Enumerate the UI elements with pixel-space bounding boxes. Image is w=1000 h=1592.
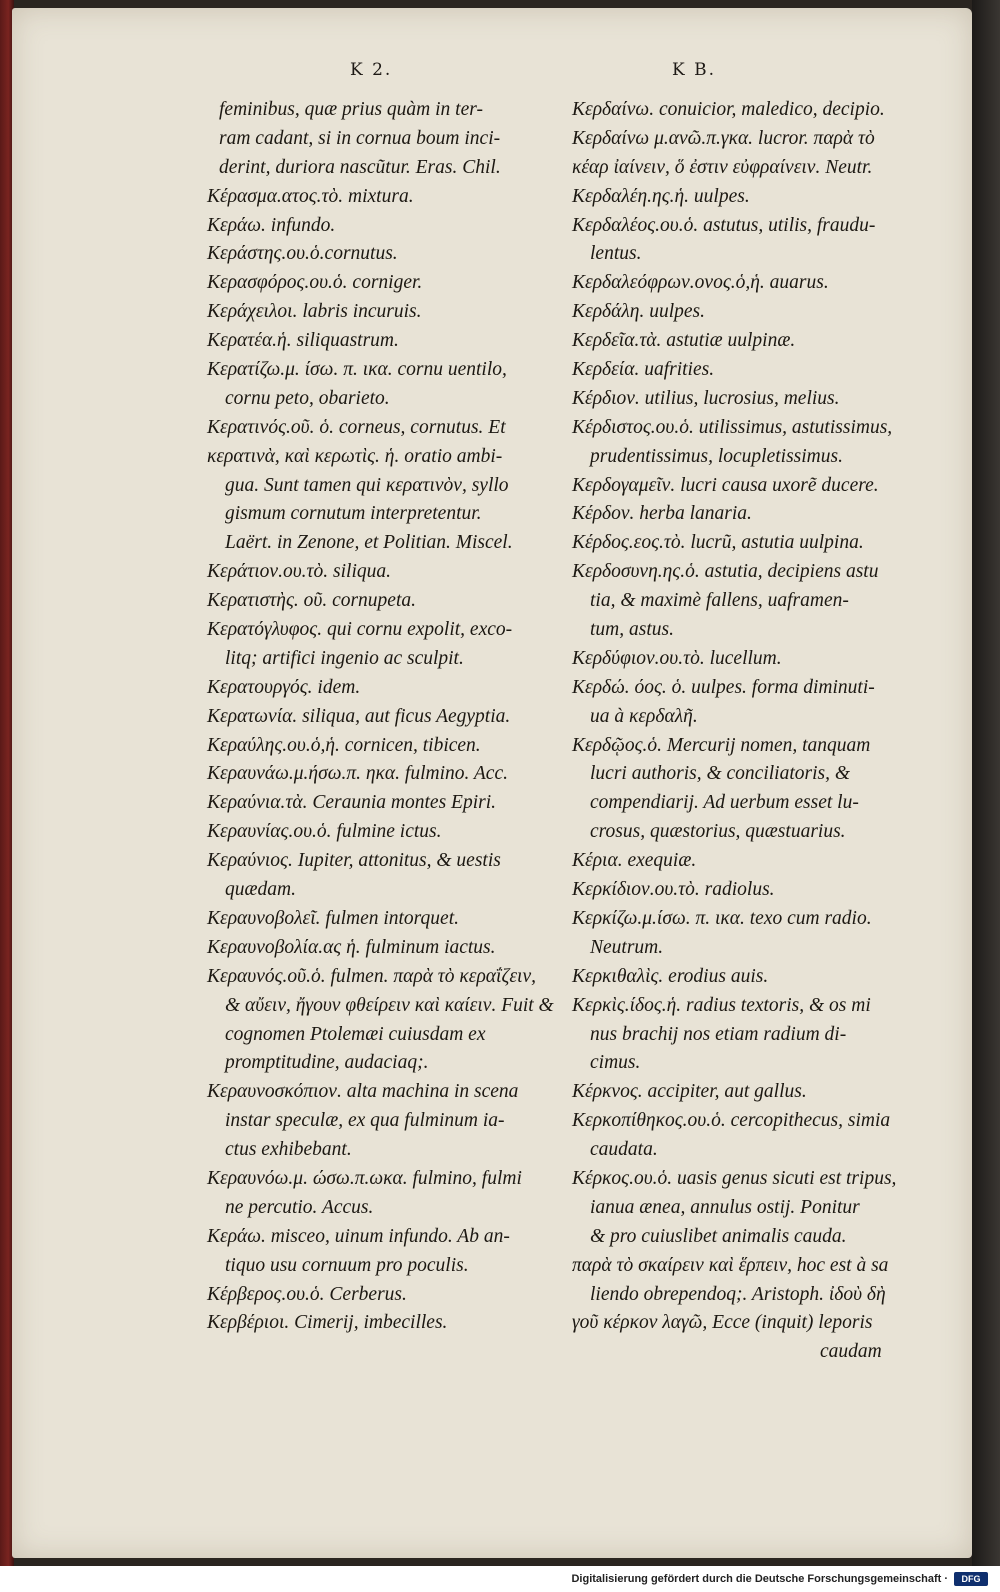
text-line: compendiarij. Ad uerbum esset lu- (590, 792, 859, 814)
text-line: Κεράτιον.ου.τὸ. siliqua. (207, 561, 391, 583)
text-line: Κέρκνος. accipiter, aut gallus. (572, 1081, 807, 1103)
text-line: cognomen Ptolemæi cuiusdam ex (225, 1023, 486, 1045)
text-line: Κερατουργός. idem. (207, 676, 361, 698)
text-line: Κεραύνιος. Iupiter, attonitus, & uestis (207, 850, 501, 872)
text-line: cimus. (590, 1052, 641, 1074)
text-line: quædam. (225, 879, 296, 901)
text-line: lucri authoris, & conciliatoris, & (590, 763, 851, 785)
text-line: lentus. (590, 243, 642, 265)
text-line: Κεραύνια.τὰ. Ceraunia montes Epiri. (207, 792, 497, 814)
text-line: Κεράχειλοι. labris incuruis. (207, 301, 422, 323)
footer-bar (0, 1566, 1000, 1592)
text-line: Κερδογαμεῖν. lucri causa uxorẽ ducere. (572, 474, 879, 496)
text-line: liendo obrependoq;. Aristoph. ἰδοὺ δὴ (590, 1283, 886, 1305)
text-line: Κερατίζω.μ. ίσω. π. ικα. cornu uentilo, (207, 359, 507, 381)
text-line: ne percutio. Accus. (225, 1196, 374, 1218)
text-line: caudata. (590, 1139, 658, 1161)
right-column (572, 96, 912, 1367)
page-header-right: K B. (672, 60, 717, 80)
text-line: Κερδοσυνη.ης.ὁ. astutia, decipiens astu (572, 561, 879, 583)
text-line: gua. Sunt tamen qui κερατινὸν, syllo (225, 474, 509, 496)
text-line: ianua ænea, annulus ostij. Ponitur (590, 1196, 860, 1218)
text-line: Κέρασμα.ατος.τὸ. mixtura. (207, 185, 414, 207)
footer-credit: Digitalisierung gefördert durch die Deutsche Forschungsgemeinschaft · (571, 1573, 948, 1585)
text-line: ram cadant, si in cornua boum inci- (219, 127, 501, 149)
text-line: Κερατόγλυφος. qui cornu expolit, exco- (207, 619, 513, 641)
text-line: Κέρδιον. utilius, lucrosius, melius. (572, 387, 840, 409)
text-line: Κεραυνός.οῦ.ὁ. fulmen. παρὰ τὸ κεραΐζειν, (207, 965, 536, 987)
text-line: Κερδαλέος.ου.ὁ. astutus, utilis, fraudu- (572, 214, 876, 236)
left-column (207, 96, 557, 1338)
text-line: Κερασφόρος.ου.ὁ. corniger. (207, 272, 423, 294)
text-line: Κέρδον. herba lanaria. (572, 503, 752, 525)
text-line: gismum cornutum interpretentur. (225, 503, 482, 525)
text-line: instar speculæ, ex qua fulminum ia- (225, 1110, 505, 1132)
text-line: tia, & maximè fallens, uaframen- (590, 590, 849, 612)
text-line: Κεραύλης.ου.ὁ,ἡ. cornicen, tibicen. (207, 734, 481, 756)
text-line: Κερδῷος.ὁ. Mercurij nomen, tanquam (572, 734, 871, 756)
page-edge (972, 0, 1000, 1566)
text-line: Κερκιθαλὶς. erodius auis. (572, 965, 769, 987)
text-line: Κέρκος.ου.ὁ. uasis genus sicuti est tripus, (572, 1167, 897, 1189)
text-line: Neutrum. (590, 936, 664, 958)
page-header-left: K 2. (350, 60, 393, 80)
text-line: Κερδαίνω. conuicior, maledico, decipio. (572, 99, 885, 120)
text-line: cornu peto, obarieto. (225, 387, 390, 409)
text-line: Κερδαλέη.ης.ἡ. uulpes. (572, 185, 750, 207)
text-line: Κέρδιστος.ου.ὁ. utilissimus, astutissimus, (572, 416, 893, 438)
text-line: derint, duriora nascũtur. Eras. Chil. (219, 156, 501, 178)
text-line: litq; artifici ingenio ac sculpit. (225, 647, 464, 669)
text-line: Κερατινός.οῦ. ὁ. corneus, cornutus. Et (207, 416, 506, 438)
text-line: Κερκίδιον.ου.τὸ. radiolus. (572, 879, 775, 901)
text-line: παρὰ τὸ σκαίρειν καὶ ἕρπειν, hoc est à sa (572, 1254, 889, 1276)
text-line: & pro cuiuslibet animalis cauda. (590, 1225, 847, 1247)
text-line: nus brachij nos etiam radium di- (590, 1023, 847, 1045)
text-line: Κερβέριοι. Cimerij, imbecilles. (207, 1312, 448, 1334)
text-line: Κερκοπίθηκος.ου.ὁ. cercopithecus, simia (572, 1110, 891, 1132)
text-line: Κερδεῖα.τὰ. astutiæ uulpinæ. (572, 330, 796, 352)
text-line: Κερκὶς.ίδος.ἡ. radius textoris, & os mi (572, 994, 871, 1016)
text-line: Κέρβερος.ου.ὁ. Cerberus. (207, 1283, 407, 1305)
text-line: Κεράω. misceo, uinum infundo. Ab an- (207, 1225, 510, 1247)
text-line: Κεραυνοσκόπιον. alta machina in scena (207, 1081, 519, 1103)
text-line: Κερατέα.ἡ. siliquastrum. (207, 330, 399, 352)
text-line: Κεραυνοβολία.ας ἡ. fulminum iactus. (207, 936, 496, 958)
text-line: Κεράω. infundo. (207, 214, 336, 236)
text-line: Κεραυνοβολεῖ. fulmen intorquet. (207, 907, 459, 929)
text-line: γοῦ κέρκον λαγῶ, Ecce (inquit) leporis (572, 1312, 873, 1334)
text-line: crosus, quæstorius, quæstuarius. (590, 821, 846, 843)
text-line: & αὔειν, ἤγουν φθείρειν καὶ καίειν. Fuit & (225, 994, 554, 1016)
text-line: Laërt. in Zenone, et Politian. Miscel. (225, 532, 513, 554)
text-line: feminibus, quæ prius quàm in ter- (219, 99, 483, 120)
text-line: Κερδάλη. uulpes. (572, 301, 706, 323)
dfg-logo: DFG (954, 1572, 988, 1586)
text-line: prudentissimus, locupletissimus. (590, 445, 843, 467)
text-line: κέαρ ἰαίνειν, ὅ ἐστιν εὐφραίνειν. Neutr. (572, 156, 873, 178)
text-line: Κερδαλεόφρων.ονος.ὁ,ἡ. auarus. (572, 272, 829, 294)
text-line: ua à κερδαλῆ. (590, 705, 698, 727)
text-line: Κέρια. exequiæ. (572, 850, 697, 872)
text-line: Κερατωνία. siliqua, aut ficus Aegyptia. (207, 705, 511, 727)
text-line: Κεράστης.ου.ὁ.cornutus. (207, 243, 398, 265)
text-line: Κερδώ. όος. ὁ. uulpes. forma diminuti- (572, 676, 875, 698)
text-line: Κεραυνίας.ου.ὁ. fulmine ictus. (207, 821, 442, 843)
text-line: tiquo usu cornuum pro poculis. (225, 1254, 469, 1276)
text-line: Κερκίζω.μ.ίσω. π. ικα. texo cum radio. (572, 907, 872, 929)
text-line: Κερατιστὴς. οῦ. cornupeta. (207, 590, 417, 612)
text-line: Κερδύφιον.ου.τὸ. lucellum. (572, 647, 782, 669)
text-line: ctus exhibebant. (225, 1139, 352, 1161)
text-line: caudam (820, 1341, 882, 1363)
text-line: Κεραυνάω.μ.ήσω.π. ηκα. fulmino. Acc. (207, 763, 508, 785)
text-line: κερατινὰ, καὶ κερωτὶς. ἡ. oratio ambi- (207, 445, 503, 467)
text-line: tum, astus. (590, 619, 674, 641)
text-line: Κεραυνόω.μ. ώσω.π.ωκα. fulmino, fulmi (207, 1167, 522, 1189)
text-line: Κερδεία. uafrities. (572, 359, 715, 381)
text-line: promptitudine, audaciaq;. (225, 1052, 429, 1074)
text-line: Κέρδος.εος.τὸ. lucrũ, astutia uulpina. (572, 532, 864, 554)
text-line: Κερδαίνω μ.ανῶ.π.γκα. lucror. παρὰ τὸ (572, 127, 875, 149)
